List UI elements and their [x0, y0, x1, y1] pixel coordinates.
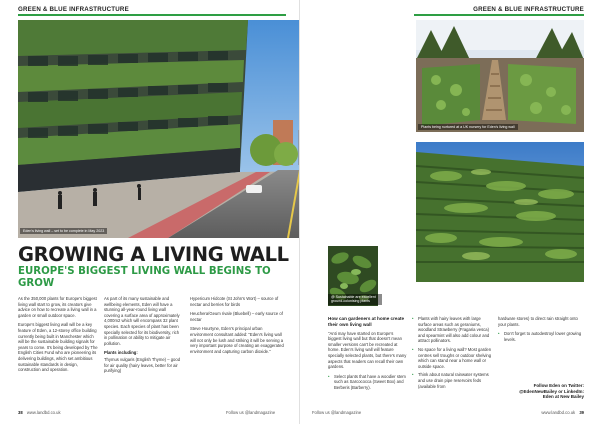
col2-para-1: As part of its many sustainable and wellbeing elements, Eden will have a stunning all-year-round living wall covering a surface area of approximately 4,000m2 which will encompass 32 plant species. Each species of plant has been specially selected for its biodiversity, rich in pollination or ability to mitigate air pollution.: [104, 296, 180, 346]
bullet-no-space: • No space for a living wall? Most garden centres sell troughs or outdoor shelving which can stand near a home wall or outside space.: [412, 347, 492, 369]
bullet-woody-stems: • Select plants that have a woodier stem such as Sarcococca (Sweet Box) and Berberis (Barberry).: [328, 374, 408, 391]
hero-caption: Eden's living wall – set to be complete in May 2023: [20, 228, 107, 234]
column-3: [190, 296, 286, 358]
col3-para-3: Steve Hourtyne, Eden's principal urban environment consultant added: "Eden's living wall will not only be lush and striking it will be serving a very important purpose of creating an exaggerated environment and capturing carbon dioxide.": [190, 326, 284, 354]
box-heading: How can gardeners at home create their own living wall: [328, 316, 405, 327]
box-intro: "Anti may have started on Europe's biggest living wall but that doesn't mean smaller versions can't be recreated at home. Eden's living wall will feature specially selected plants, but there's many aspects that readers can recall their own gardens.: [328, 330, 407, 370]
col3-para-2: Heuchera/Geum rivale (Bluebell) – early source of nectar: [190, 311, 283, 322]
living-wall-photo: [416, 142, 584, 282]
col1-para-1: As the 350,000 plants for Europe's biggest living wall start to grow, its creators give advice on how to recreate a living wall in a garden or small outdoor space.: [18, 296, 97, 318]
nursery-photo-illustration: [416, 20, 584, 132]
bullet-hairy-leaves: • Plants with hairy leaves with large surface areas such as geraniums, woodland Strawberry (Fragaria vesca) and spearmint will also add colour and attract pollinators.: [412, 316, 492, 344]
nursery-caption: Plants being nurtured at a UK nursery for Eden's living wall: [418, 124, 518, 130]
plant-closeup-caption: @ Sustainable are excellent ground-colonising plants: [328, 294, 382, 305]
section-label: GREEN & BLUE INFRASTRUCTURE: [473, 6, 584, 13]
living-wall-illustration: [416, 142, 584, 282]
headline: GROWING A LIVING WALL: [18, 243, 289, 266]
column-1: [18, 296, 98, 377]
plants-heading: Plants including:: [104, 350, 138, 356]
section-label: GREEN & BLUE INFRASTRUCTURE: [18, 6, 129, 13]
footer-right: [541, 410, 584, 415]
top-rule: [414, 14, 584, 16]
right-column-2: [412, 316, 492, 392]
column-2: [104, 296, 182, 378]
right-column-3: [498, 316, 584, 345]
footer-follow-right: Follow us @landmagazine: [312, 410, 362, 415]
right-page: [300, 0, 600, 424]
footer-follow-left: Follow us @landmagazine: [226, 410, 276, 415]
footer-site[interactable]: www.landbd.co.uk: [26, 410, 61, 415]
nursery-photo: [416, 20, 584, 132]
footer-site[interactable]: www.landbd.co.uk: [541, 410, 576, 415]
follow-eden[interactable]: Follow Eden on Twitter: @EdenNewBailey or LinkedIn: Eden at New Bailey: [519, 383, 584, 400]
page-number: 39: [579, 410, 584, 415]
col1-para-2: Europe's biggest living wall will be a key feature of Eden, a 12-storey office building currently being built in Manchester which will be the sustainable building signals for years to come. It's being developed by The English Cities Fund who are pioneering its delivering buildings, which set ambitious sustainable standards in design, construction and operation.: [18, 322, 98, 373]
bullet-rainwater: • Think about natural rainwater systems and use drain pipe reservoirs feds (available from: [412, 372, 492, 389]
col2-plants: Thymus vulgaris (English Thyme) – good for air quality (hairy leaves, better for air purifying): [104, 356, 181, 374]
right-column-1: [328, 316, 408, 394]
col-c-text: hardware stores) to direct rain straight onto your plants.: [498, 316, 578, 327]
top-rule: [18, 14, 286, 16]
bullet-lower-levels: • Don't forget to autodestroyl lower growing levels.: [498, 331, 584, 342]
footer-left: [18, 410, 61, 415]
col3-para-1: Hypericum Hidcote (St John's Wort) – source of nectar and berries for birds: [190, 296, 279, 307]
page-number: 38: [18, 410, 23, 415]
subhead: EUROPE'S BIGGEST LIVING WALL BEGINS TO GROW: [18, 266, 271, 289]
